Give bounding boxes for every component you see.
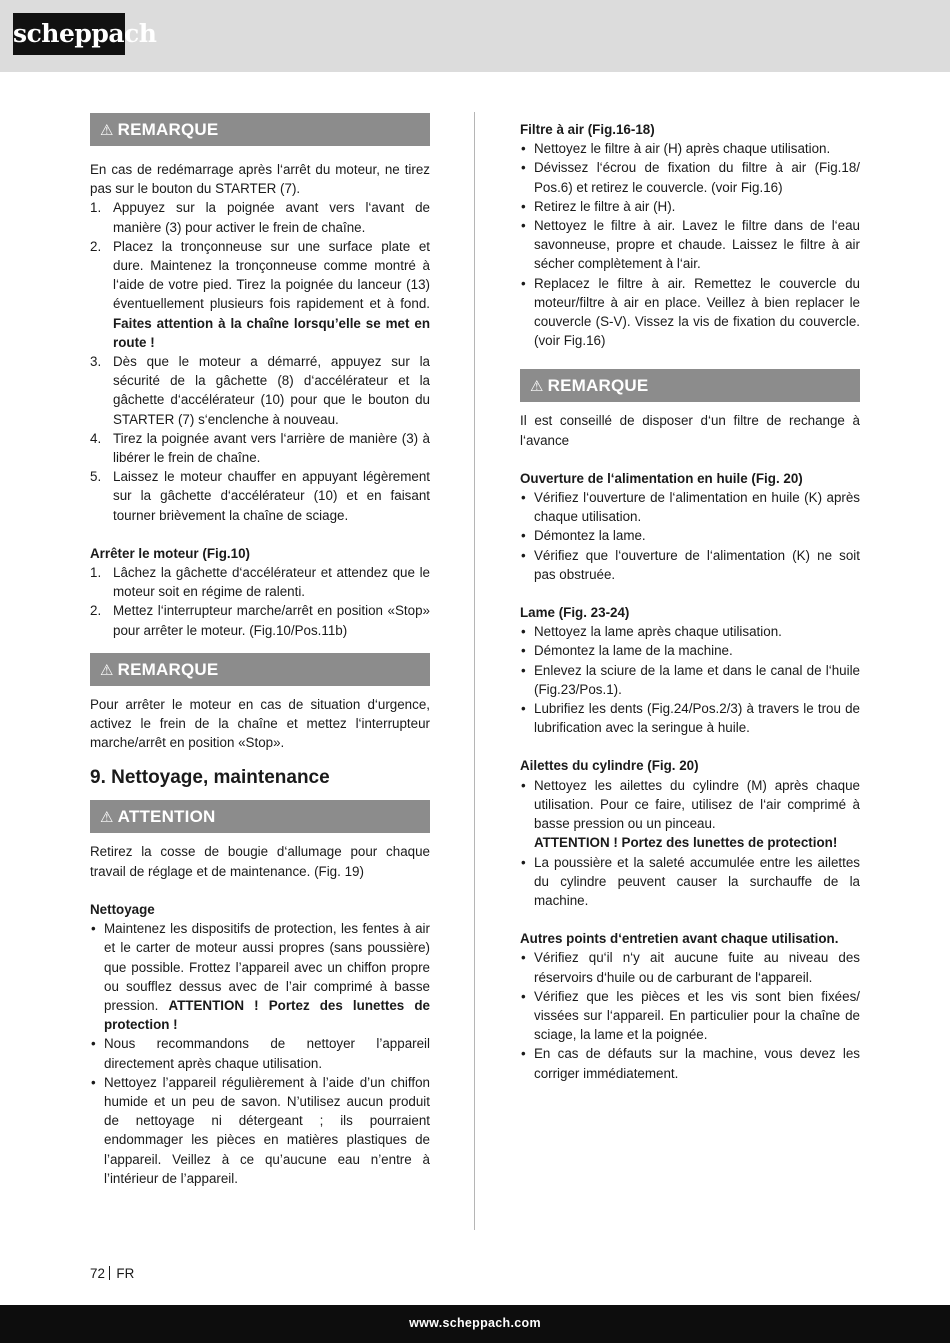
- header-bar: [0, 0, 950, 72]
- oil-feed-list: [520, 488, 860, 584]
- list-item: 1. Lâchez la gâchette d‘accélérateur et attendez que le moteur soit en régime de ralenti.: [90, 565, 430, 600]
- notice-remarque-filter: [520, 369, 860, 402]
- list-item: • Nettoyez l’appareil régulièrement à l’aide d’un chiffon humide et un peu de savon. N’utilisez aucun produit de nettoyage ni détergeant ; ils pourraient endommager les pièces en matières plastiques de l’appareil. Veillez à ce qu’aucune eau n’entre à l’intérieur de l’appareil.: [90, 1073, 430, 1188]
- other-maintenance-list: [520, 948, 860, 1082]
- list-item: 4. Tirez la poignée avant vers l‘arrière de manière (3) à libérer le frein de chaîne.: [90, 430, 430, 466]
- brand-logo: scheppach: [13, 13, 125, 55]
- column-divider: [474, 112, 475, 1230]
- list-item: • Nettoyez le filtre à air. Lavez le filtre dans de l‘eau savonneuse, propre et chaude. Laissez le filtre à air sécher complètement à l‘air.: [520, 216, 860, 274]
- list-item: • Nettoyez les ailettes du cylindre (M) après chaque utilisation. Pour ce faire, utilisez de l‘air comprimé à basse pression ou un pinceau. ATTENTION ! Portez des lunettes de protection!: [520, 776, 860, 853]
- page-num: 72: [90, 1266, 105, 1281]
- page-number: [90, 1265, 134, 1283]
- section-title: 9. Nettoyage, maintenance: [90, 767, 330, 789]
- stop-engine-heading: Arrêter le moteur (Fig.10): [90, 545, 250, 561]
- list-item: 2. Placez la tronçonneuse sur une surface plate et dure. Maintenez la tronçonneuse comme montré à l‘aide de votre pied. Tirez la poignée du lanceur (13) éventuellement plusieurs fois rapidement et à fond. Faites attention à la chaîne lorsqu’elle se met en route !: [90, 238, 430, 350]
- air-filter-heading: Filtre à air (Fig.16-18): [520, 122, 655, 137]
- air-filter-list: [520, 139, 860, 350]
- notice-attention: [90, 800, 430, 833]
- warning-bold-text: ATTENTION ! Portez des lunettes de protection!: [534, 835, 838, 851]
- list-item: • Vérifiez qu‘il n‘y ait aucune fuite au niveau des réservoirs d‘huile ou de carburant de l‘appareil.: [520, 948, 860, 986]
- list-item: • Replacez le filtre à air. Remettez le couvercle du moteur/filtre à air en place. Veillez à bien replacer le couvercle (S-V). Vissez la vis de fixation du couvercle.(voir Fig.16): [520, 274, 860, 351]
- list-item: • Vérifiez l‘ouverture de l‘alimentation en huile (K) après chaque utilisation.: [520, 488, 860, 526]
- footer-bar: [0, 1305, 950, 1343]
- notice-title: REMARQUE: [117, 659, 219, 679]
- notice-remarque-restart: [90, 113, 430, 146]
- list-item: • Vérifiez que l‘ouverture de l‘alimentation (K) ne soit pas obstruée.: [520, 546, 860, 584]
- list-item: • Enlevez la sciure de la lame et dans le canal de l‘huile (Fig.23/Pos.1).: [520, 661, 860, 699]
- list-item: • Nous recommandons de nettoyer l’appareil directement après chaque utilisation.: [90, 1034, 430, 1072]
- oil-feed-heading: Ouverture de l‘alimentation en huile (Fig. 20): [520, 470, 803, 486]
- restart-steps: [90, 198, 430, 524]
- warning-icon: ⚠: [100, 661, 114, 679]
- cleaning-heading: Nettoyage: [90, 901, 155, 917]
- list-item: 5. Laissez le moteur chauffer en appuyant légèrement sur la gâchette d‘accélérateur (10) et en faisant tourner brièvement la chaîne de sciage.: [90, 469, 430, 523]
- list-item: • Nettoyez la lame après chaque utilisation.: [520, 622, 860, 641]
- emergency-text: Pour arrêter le moteur en cas de situation d‘urgence, activez le frein de la chaîne et mettez l‘interrupteur marche/arrêt en position «Stop».: [90, 696, 430, 751]
- notice-title: REMARQUE: [547, 376, 649, 396]
- stop-steps: [90, 563, 430, 640]
- notice-remarque-emergency: [90, 653, 430, 686]
- blade-list: [520, 622, 860, 737]
- cylinder-fins-list: [520, 776, 860, 910]
- list-item: • Dévissez l‘écrou de fixation du filtre à air (Fig.18/ Pos.6) et retirez le couvercle. (voir Fig.16): [520, 158, 860, 196]
- list-item: • Vérifiez que les pièces et les vis sont bien fixées/ vissées sur l‘appareil. En particulier pour la chaîne de sciage, la lame et la poignée.: [520, 987, 860, 1045]
- left-column: [90, 113, 430, 1188]
- warning-bold-text: ATTENTION ! Portez des lunettes de protection !: [104, 997, 430, 1033]
- page-language: FR: [116, 1266, 135, 1281]
- cylinder-fins-heading: Ailettes du cylindre (Fig. 20): [520, 758, 699, 774]
- list-item: • Démontez la lame de la machine.: [520, 641, 860, 660]
- list-item: • La poussière et la saleté accumulée entre les ailettes du cylindre peuvent causer la surchauffe de la machine.: [520, 853, 860, 911]
- list-item: • En cas de défauts sur la machine, vous devez les corriger immédiatement.: [520, 1044, 860, 1082]
- list-item: 3. Dès que le moteur a démarré, appuyez sur la sécurité de la gâchette (8) d‘accélérateur et la gâchette d‘accélérateur (10) pour que le bouton du STARTER (7) s‘enclenche à nouveau.: [90, 354, 430, 427]
- page-separator: [109, 1266, 111, 1280]
- list-item: • Retirez le filtre à air (H).: [520, 197, 860, 216]
- warning-icon: ⚠: [530, 378, 544, 396]
- list-item: 2. Mettez l‘interrupteur marche/arrêt en position «Stop» pour arrêter le moteur. (Fig.10/Pos.11b): [90, 603, 430, 638]
- restart-intro: En cas de redémarrage après l‘arrêt du moteur, ne tirez pas sur le bouton du STARTER (7).: [90, 162, 430, 197]
- notice-title: REMARQUE: [117, 120, 219, 139]
- notice-title: ATTENTION: [117, 807, 216, 827]
- cleaning-list: [90, 919, 430, 1188]
- attention-text: Retirez la cosse de bougie d‘allumage pour chaque travail de réglage et de maintenance. (Fig. 19): [90, 844, 430, 879]
- warning-icon: ⚠: [100, 809, 114, 827]
- list-item: • Lubrifiez les dents (Fig.24/Pos.2/3) à travers le trou de lubrification avec la seringue à huile.: [520, 699, 860, 737]
- list-item: • Nettoyez le filtre à air (H) après chaque utilisation.: [520, 139, 860, 158]
- right-column: [520, 120, 860, 1083]
- filter-tip-text: Il est conseillé de disposer d‘un filtre de rechange à l‘avance: [520, 413, 860, 448]
- list-item: • Maintenez les dispositifs de protection, les fentes à air et le carter de moteur aussi propres (sans poussière) que possible. Frottez l’appareil avec un chiffon propre ou soufflez dessus avec de l’air comprimé à basse pression. ATTENTION ! Portez des lunettes de protection !: [90, 919, 430, 1034]
- list-item: • Démontez la lame.: [520, 526, 860, 545]
- blade-heading: Lame (Fig. 23-24): [520, 605, 630, 621]
- website-url: www.scheppach.com: [409, 1316, 541, 1330]
- list-item: 1. Appuyez sur la poignée avant vers l‘avant de manière (3) pour activer le frein de chaîne.: [90, 200, 430, 235]
- warning-bold-text: Faites attention à la chaîne lorsqu’elle se met en route !: [113, 315, 430, 350]
- other-maintenance-heading: Autres points d‘entretien avant chaque utilisation.: [520, 931, 839, 947]
- warning-icon: ⚠: [100, 122, 114, 139]
